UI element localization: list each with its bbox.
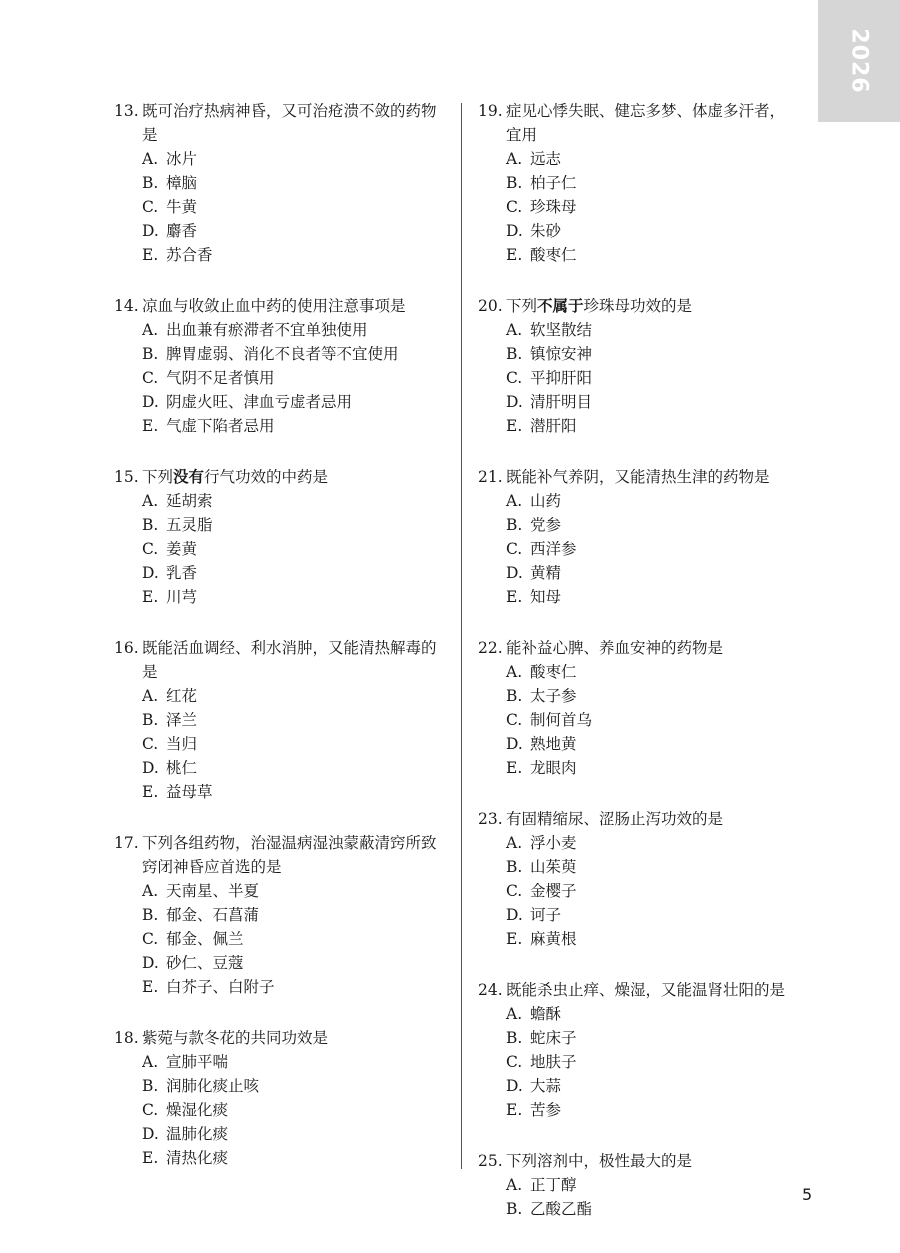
question-text: 能补益心脾、养血安神的药物是 bbox=[506, 639, 724, 657]
answer-option bbox=[478, 219, 800, 243]
answer-option bbox=[478, 390, 800, 414]
option-letter: B. bbox=[506, 174, 523, 192]
answer-option bbox=[114, 756, 448, 780]
answer-option bbox=[114, 708, 448, 732]
answer-option bbox=[114, 1050, 448, 1074]
option-text: 宣肺平喘 bbox=[166, 1053, 229, 1071]
option-text: 清肝明目 bbox=[530, 393, 593, 411]
question-number: 21. bbox=[478, 468, 503, 486]
option-text: 当归 bbox=[166, 735, 198, 753]
option-letter: D. bbox=[506, 564, 523, 582]
answer-option bbox=[478, 243, 800, 267]
page-number: 5 bbox=[802, 1185, 813, 1204]
answer-option bbox=[478, 561, 800, 585]
option-letter: B. bbox=[142, 516, 159, 534]
option-text: 蛇床子 bbox=[530, 1029, 577, 1047]
question-20 bbox=[478, 294, 800, 438]
option-text: 脾胃虚弱、消化不良者等不宜使用 bbox=[166, 345, 399, 363]
answer-option bbox=[478, 660, 800, 684]
option-letter: A. bbox=[506, 150, 523, 168]
option-text: 温肺化痰 bbox=[166, 1125, 229, 1143]
option-text: 软坚散结 bbox=[530, 321, 593, 339]
question-text: 既能补气养阴，又能清热生津的药物是 bbox=[506, 468, 770, 486]
answer-option bbox=[478, 342, 800, 366]
question-19 bbox=[478, 99, 800, 267]
question-text: 凉血与收敛止血中药的使用注意事项是 bbox=[142, 297, 406, 315]
option-letter: C. bbox=[506, 540, 523, 558]
option-letter: A. bbox=[506, 1005, 523, 1023]
answer-option bbox=[114, 318, 448, 342]
answer-option bbox=[114, 390, 448, 414]
question-stem bbox=[114, 1026, 448, 1050]
answer-option bbox=[114, 927, 448, 951]
answer-option bbox=[478, 1026, 800, 1050]
option-text: 乳香 bbox=[166, 564, 198, 582]
year-label: 2026 bbox=[846, 28, 872, 94]
answer-option bbox=[114, 147, 448, 171]
option-letter: A. bbox=[506, 834, 523, 852]
question-text: 既可治疗热病神昏，又可治疮溃不敛的药物是 bbox=[142, 102, 437, 144]
option-letter: B. bbox=[506, 516, 523, 534]
option-text: 樟脑 bbox=[166, 174, 198, 192]
option-letter: D. bbox=[506, 906, 523, 924]
option-letter: B. bbox=[142, 711, 159, 729]
option-letter: E. bbox=[506, 930, 523, 948]
option-text: 诃子 bbox=[530, 906, 562, 924]
question-number: 19. bbox=[478, 102, 503, 120]
answer-option bbox=[478, 831, 800, 855]
option-text: 潜肝阳 bbox=[530, 417, 577, 435]
option-text: 太子参 bbox=[530, 687, 577, 705]
option-letter: C. bbox=[506, 369, 523, 387]
option-letter: E. bbox=[506, 417, 523, 435]
answer-option bbox=[478, 684, 800, 708]
question-number: 24. bbox=[478, 981, 503, 999]
answer-option bbox=[114, 1098, 448, 1122]
answer-option bbox=[114, 195, 448, 219]
option-letter: A. bbox=[142, 150, 159, 168]
question-15 bbox=[114, 465, 448, 609]
option-text: 红花 bbox=[166, 687, 198, 705]
option-text: 延胡索 bbox=[166, 492, 213, 510]
question-stem bbox=[478, 294, 800, 318]
question-13 bbox=[114, 99, 448, 267]
option-letter: D. bbox=[506, 222, 523, 240]
answer-option bbox=[478, 171, 800, 195]
option-letter: D. bbox=[142, 222, 159, 240]
question-25 bbox=[478, 1149, 800, 1221]
question-text: 有固精缩尿、涩肠止泻功效的是 bbox=[506, 810, 724, 828]
answer-option bbox=[114, 513, 448, 537]
option-letter: E. bbox=[506, 759, 523, 777]
answer-option bbox=[114, 243, 448, 267]
question-stem bbox=[114, 636, 448, 684]
option-text: 党参 bbox=[530, 516, 562, 534]
option-letter: E. bbox=[142, 246, 159, 264]
answer-option bbox=[478, 756, 800, 780]
option-letter: A. bbox=[142, 492, 159, 510]
answer-option bbox=[114, 585, 448, 609]
question-number: 18. bbox=[114, 1029, 139, 1047]
question-text-rest: 行气功效的中药是 bbox=[204, 468, 329, 486]
question-text: 既能活血调经、利水消肿，又能清热解毒的是 bbox=[142, 639, 437, 681]
option-letter: B. bbox=[506, 1029, 523, 1047]
answer-option bbox=[478, 585, 800, 609]
option-letter: A. bbox=[142, 882, 159, 900]
question-14 bbox=[114, 294, 448, 438]
option-text: 砂仁、豆蔻 bbox=[166, 954, 244, 972]
answer-option bbox=[114, 489, 448, 513]
question-23 bbox=[478, 807, 800, 951]
answer-option bbox=[478, 732, 800, 756]
answer-option bbox=[114, 366, 448, 390]
option-letter: E. bbox=[142, 1149, 159, 1167]
answer-option bbox=[478, 879, 800, 903]
question-text: 既能杀虫止痒、燥湿，又能温肾壮阳的是 bbox=[506, 981, 786, 999]
option-text: 地肤子 bbox=[530, 1053, 577, 1071]
option-letter: B. bbox=[506, 345, 523, 363]
option-text: 天南星、半夏 bbox=[166, 882, 260, 900]
option-letter: B. bbox=[142, 906, 159, 924]
option-text: 酸枣仁 bbox=[530, 663, 577, 681]
answer-option bbox=[478, 537, 800, 561]
question-text: 下列溶剂中，极性最大的是 bbox=[506, 1152, 693, 1170]
option-text: 酸枣仁 bbox=[530, 246, 577, 264]
question-stem bbox=[114, 831, 448, 879]
answer-option bbox=[114, 1122, 448, 1146]
option-letter: D. bbox=[142, 759, 159, 777]
question-number: 25. bbox=[478, 1152, 503, 1170]
option-text: 冰片 bbox=[166, 150, 198, 168]
question-text: 紫菀与款冬花的共同功效是 bbox=[142, 1029, 329, 1047]
answer-option bbox=[114, 684, 448, 708]
answer-option bbox=[478, 927, 800, 951]
left-column bbox=[114, 99, 448, 1197]
question-number: 17. bbox=[114, 834, 139, 852]
answer-option bbox=[114, 732, 448, 756]
answer-option bbox=[478, 1197, 800, 1221]
option-letter: D. bbox=[506, 735, 523, 753]
option-letter: C. bbox=[142, 735, 159, 753]
option-text: 川芎 bbox=[166, 588, 198, 606]
option-letter: E. bbox=[506, 588, 523, 606]
option-text: 镇惊安神 bbox=[530, 345, 593, 363]
option-letter: D. bbox=[142, 1125, 159, 1143]
option-letter: E. bbox=[506, 246, 523, 264]
option-letter: C. bbox=[142, 930, 159, 948]
option-letter: A. bbox=[506, 492, 523, 510]
answer-option bbox=[478, 1098, 800, 1122]
option-letter: B. bbox=[142, 174, 159, 192]
option-letter: B. bbox=[142, 1077, 159, 1095]
right-column bbox=[478, 99, 800, 1248]
option-text: 西洋参 bbox=[530, 540, 577, 558]
option-letter: E. bbox=[506, 1101, 523, 1119]
option-text: 苦参 bbox=[530, 1101, 562, 1119]
option-text: 蟾酥 bbox=[530, 1005, 562, 1023]
answer-option bbox=[478, 1050, 800, 1074]
option-text: 苏合香 bbox=[166, 246, 213, 264]
question-21 bbox=[478, 465, 800, 609]
option-letter: D. bbox=[142, 564, 159, 582]
option-letter: E. bbox=[142, 417, 159, 435]
answer-option bbox=[114, 171, 448, 195]
answer-option bbox=[478, 1074, 800, 1098]
option-text: 金樱子 bbox=[530, 882, 577, 900]
answer-option bbox=[478, 318, 800, 342]
option-letter: C. bbox=[506, 882, 523, 900]
question-text: 下列各组药物，治湿温病湿浊蒙蔽清窍所致窍闭神昏应首选的是 bbox=[142, 834, 437, 876]
answer-option bbox=[478, 903, 800, 927]
option-text: 阴虚火旺、津血亏虚者忌用 bbox=[166, 393, 353, 411]
question-17 bbox=[114, 831, 448, 999]
option-letter: B. bbox=[142, 345, 159, 363]
question-22 bbox=[478, 636, 800, 780]
option-text: 珍珠母 bbox=[530, 198, 577, 216]
question-text: 下列 bbox=[506, 297, 538, 315]
option-letter: D. bbox=[142, 393, 159, 411]
question-24 bbox=[478, 978, 800, 1122]
answer-option bbox=[478, 513, 800, 537]
question-negation-emphasis: 没有 bbox=[173, 468, 205, 486]
answer-option bbox=[478, 1002, 800, 1026]
answer-option bbox=[114, 780, 448, 804]
option-letter: A. bbox=[142, 1053, 159, 1071]
question-16 bbox=[114, 636, 448, 804]
answer-option bbox=[114, 561, 448, 585]
option-letter: C. bbox=[506, 1053, 523, 1071]
question-stem bbox=[478, 636, 800, 660]
question-stem bbox=[478, 1149, 800, 1173]
option-letter: B. bbox=[506, 1200, 523, 1218]
option-text: 大蒜 bbox=[530, 1077, 562, 1095]
answer-option bbox=[114, 219, 448, 243]
answer-option bbox=[478, 147, 800, 171]
option-letter: C. bbox=[142, 198, 159, 216]
option-letter: A. bbox=[506, 321, 523, 339]
option-text: 乙酸乙酯 bbox=[530, 1200, 593, 1218]
option-text: 朱砂 bbox=[530, 222, 562, 240]
question-stem bbox=[114, 465, 448, 489]
option-text: 山药 bbox=[530, 492, 562, 510]
option-letter: C. bbox=[142, 540, 159, 558]
question-stem bbox=[478, 99, 800, 147]
option-letter: B. bbox=[506, 687, 523, 705]
option-text: 润肺化痰止咳 bbox=[166, 1077, 260, 1095]
question-number: 22. bbox=[478, 639, 503, 657]
column-divider bbox=[461, 103, 462, 1169]
option-text: 正丁醇 bbox=[530, 1176, 577, 1194]
question-stem bbox=[114, 99, 448, 147]
option-letter: A. bbox=[142, 321, 159, 339]
option-letter: A. bbox=[142, 687, 159, 705]
answer-option bbox=[478, 855, 800, 879]
option-text: 牛黄 bbox=[166, 198, 198, 216]
option-text: 麻黄根 bbox=[530, 930, 577, 948]
question-stem bbox=[478, 807, 800, 831]
option-text: 柏子仁 bbox=[530, 174, 577, 192]
option-text: 知母 bbox=[530, 588, 562, 606]
answer-option bbox=[114, 903, 448, 927]
option-letter: E. bbox=[142, 783, 159, 801]
option-letter: D. bbox=[142, 954, 159, 972]
question-text: 下列 bbox=[142, 468, 174, 486]
option-text: 清热化痰 bbox=[166, 1149, 229, 1167]
option-letter: A. bbox=[506, 663, 523, 681]
option-letter: A. bbox=[506, 1176, 523, 1194]
option-text: 出血兼有瘀滞者不宜单独使用 bbox=[166, 321, 368, 339]
answer-option bbox=[478, 708, 800, 732]
option-letter: E. bbox=[142, 978, 159, 996]
option-text: 平抑肝阳 bbox=[530, 369, 593, 387]
option-letter: C. bbox=[142, 1101, 159, 1119]
option-text: 气阴不足者慎用 bbox=[166, 369, 275, 387]
option-letter: C. bbox=[506, 711, 523, 729]
question-stem bbox=[478, 978, 800, 1002]
option-text: 远志 bbox=[530, 150, 562, 168]
answer-option bbox=[478, 366, 800, 390]
option-text: 熟地黄 bbox=[530, 735, 577, 753]
answer-option bbox=[478, 195, 800, 219]
question-text-rest: 珍珠母功效的是 bbox=[583, 297, 693, 315]
question-number: 20. bbox=[478, 297, 503, 315]
option-text: 山茱萸 bbox=[530, 858, 577, 876]
answer-option bbox=[114, 414, 448, 438]
answer-option bbox=[114, 951, 448, 975]
answer-option bbox=[478, 489, 800, 513]
question-negation-emphasis: 不属于 bbox=[537, 297, 584, 315]
year-tab bbox=[818, 0, 900, 122]
question-18 bbox=[114, 1026, 448, 1170]
option-text: 益母草 bbox=[166, 783, 213, 801]
question-stem bbox=[478, 465, 800, 489]
option-text: 龙眼肉 bbox=[530, 759, 577, 777]
option-text: 桃仁 bbox=[166, 759, 198, 777]
question-number: 14. bbox=[114, 297, 139, 315]
option-text: 姜黄 bbox=[166, 540, 198, 558]
answer-option bbox=[114, 1074, 448, 1098]
answer-option bbox=[114, 879, 448, 903]
answer-option bbox=[114, 1146, 448, 1170]
option-text: 燥湿化痰 bbox=[166, 1101, 229, 1119]
option-letter: D. bbox=[506, 1077, 523, 1095]
answer-option bbox=[114, 975, 448, 999]
option-text: 浮小麦 bbox=[530, 834, 577, 852]
option-letter: C. bbox=[142, 369, 159, 387]
answer-option bbox=[478, 414, 800, 438]
option-text: 五灵脂 bbox=[166, 516, 213, 534]
option-letter: D. bbox=[506, 393, 523, 411]
option-letter: E. bbox=[142, 588, 159, 606]
option-text: 郁金、佩兰 bbox=[166, 930, 244, 948]
option-text: 郁金、石菖蒲 bbox=[166, 906, 260, 924]
question-stem bbox=[114, 294, 448, 318]
option-text: 白芥子、白附子 bbox=[166, 978, 275, 996]
option-text: 黄精 bbox=[530, 564, 562, 582]
answer-option bbox=[114, 342, 448, 366]
option-text: 制何首乌 bbox=[530, 711, 593, 729]
answer-option bbox=[114, 537, 448, 561]
question-number: 15. bbox=[114, 468, 139, 486]
question-number: 13. bbox=[114, 102, 139, 120]
option-letter: C. bbox=[506, 198, 523, 216]
option-text: 气虚下陷者忌用 bbox=[166, 417, 275, 435]
answer-option bbox=[478, 1173, 800, 1197]
question-text: 症见心悸失眠、健忘多梦、体虚多汗者，宜用 bbox=[506, 102, 786, 144]
option-text: 泽兰 bbox=[166, 711, 198, 729]
option-letter: B. bbox=[506, 858, 523, 876]
question-number: 23. bbox=[478, 810, 503, 828]
question-number: 16. bbox=[114, 639, 139, 657]
option-text: 麝香 bbox=[166, 222, 198, 240]
